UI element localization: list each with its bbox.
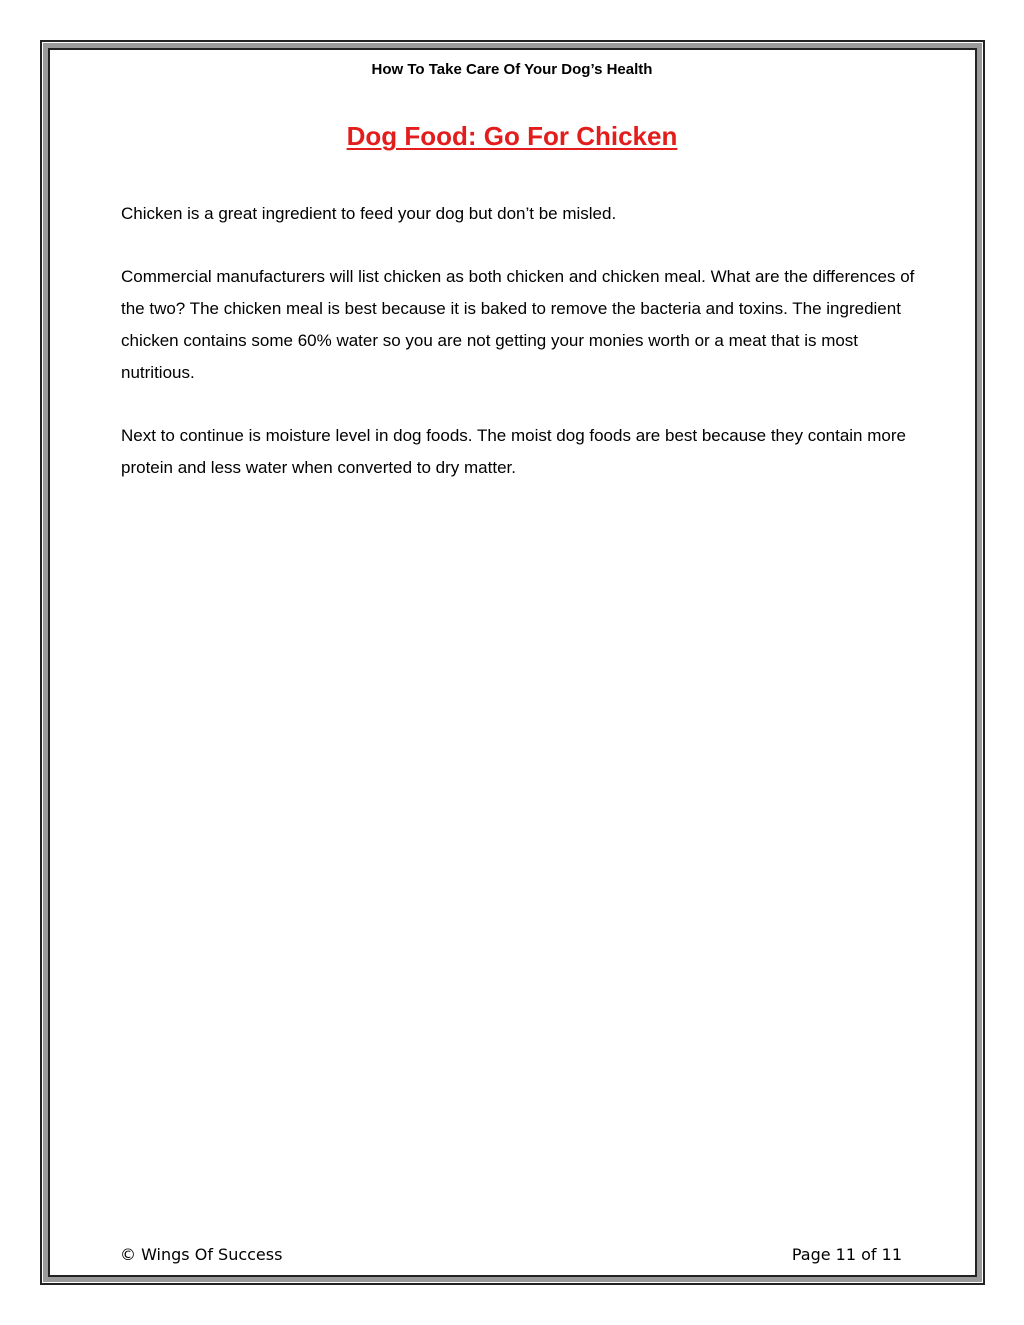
paragraph-2: Commercial manufacturers will list chicken as both chicken and chicken meal. What are the differences of the two? The chicken meal is best because it is baked to remove the bacteria and toxins. The ingredient chicken contains some 60% water so you are not getting your monies worth or a meat that is most nutritious.: [121, 267, 915, 382]
footer-page-number: Page 11 of 11: [791, 1245, 902, 1264]
running-header: How To Take Care Of Your Dog’s Health: [371, 61, 653, 78]
page-border-inner: [48, 48, 977, 1277]
paragraph-1: Chicken is a great ingredient to feed your dog but don’t be misled.: [121, 204, 617, 223]
paragraph-3: Next to continue is moisture level in dog foods. The moist dog foods are best because they contain more protein and less water when converted to dry matter.: [121, 426, 906, 477]
page-title: Dog Food: Go For Chicken: [346, 121, 678, 151]
footer-copyright: © Wings Of Success: [120, 1245, 283, 1264]
